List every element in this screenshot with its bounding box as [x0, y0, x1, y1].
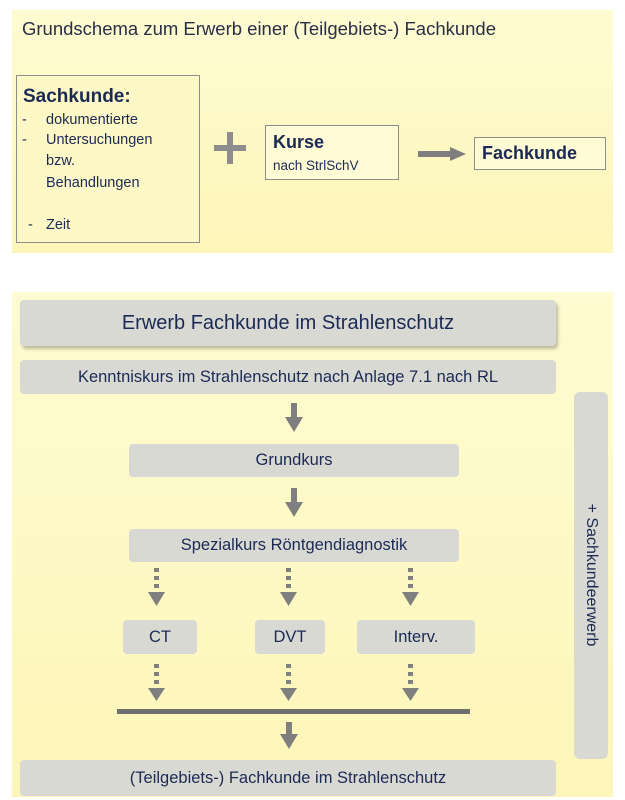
dotted-arrow-interv — [402, 568, 419, 606]
merge-line — [117, 709, 470, 714]
kurse-subtitle: nach StrlSchV — [273, 158, 359, 173]
kurse-title: Kurse — [273, 132, 325, 152]
bullet-dash: - — [28, 217, 33, 233]
dotted-arrow-dvt-down — [280, 664, 297, 701]
branch-interv: Interv. — [357, 620, 475, 654]
erwerb-header: Erwerb Fachkunde im Strahlenschutz — [20, 300, 556, 346]
sachkunde-item-dokumentierte: dokumentierte — [46, 112, 138, 128]
spezialkurs-box: Spezialkurs Röntgendiagnostik — [129, 529, 459, 562]
kenntniskurs-box: Kenntniskurs im Strahlenschutz nach Anlage 7.1 nach RL — [20, 360, 556, 394]
dotted-arrow-interv-down — [402, 664, 419, 701]
sachkunde-item-bzw: bzw. — [46, 153, 76, 169]
fachkunde-title: Fachkunde — [482, 143, 578, 163]
sachkunde-item-zeit: Zeit — [46, 217, 71, 233]
sachkunde-item-behandlungen: Behandlungen — [46, 175, 140, 191]
arrow-down-icon — [285, 488, 303, 517]
grundkurs-box: Grundkurs — [129, 444, 459, 477]
arrow-down-icon — [285, 403, 303, 432]
sachkunde-title: Sachkunde: — [23, 86, 131, 107]
dotted-arrow-ct-down — [148, 664, 165, 701]
sachkundeerwerb-label: + Sachkundeerwerb — [583, 503, 600, 647]
bullet-dash: - — [22, 112, 27, 128]
branch-ct: CT — [123, 620, 197, 654]
sachkunde-item-untersuchungen: Untersuchungen — [46, 132, 153, 148]
bullet-dash: - — [22, 132, 27, 148]
dotted-arrow-ct — [148, 568, 165, 606]
branch-dvt: DVT — [255, 620, 325, 654]
result-box: (Teilgebiets-) Fachkunde im Strahlenschutz — [20, 760, 556, 796]
top-title: Grundschema zum Erwerb einer (Teilgebiets-) Fachkunde — [22, 18, 497, 39]
arrow-down-icon — [280, 722, 298, 749]
dotted-arrow-dvt — [280, 568, 297, 606]
